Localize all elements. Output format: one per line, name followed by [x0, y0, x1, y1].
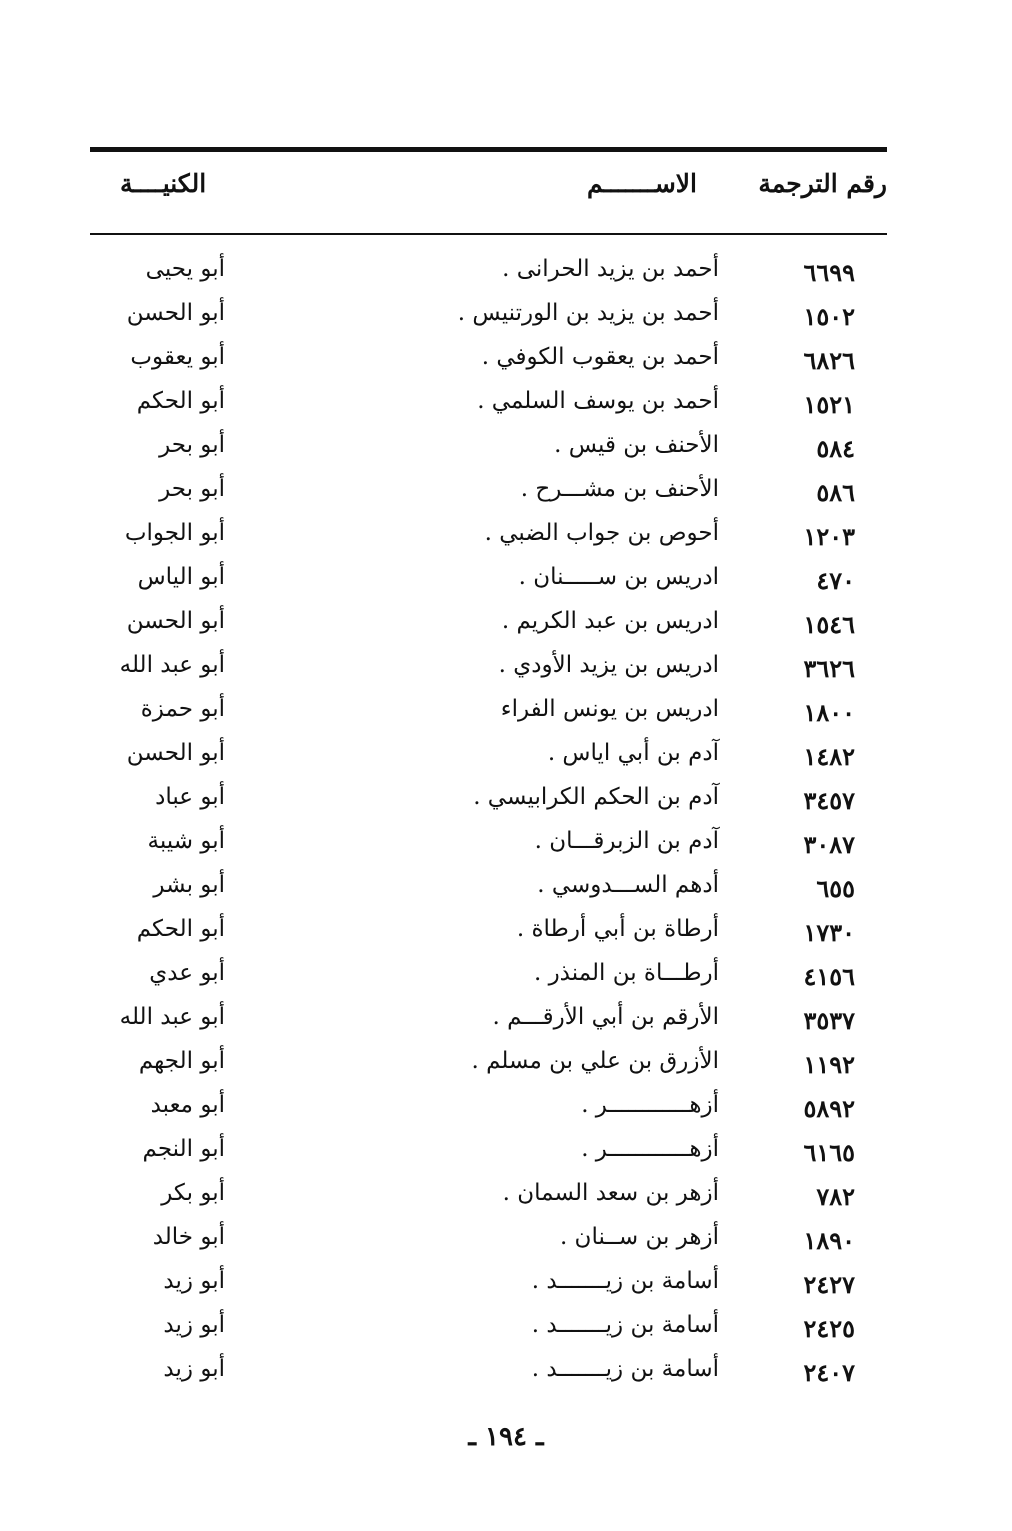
table-row: [90, 648, 887, 692]
table-row: [90, 868, 887, 912]
entry-name: الأرقم بن أبي الأرقـــم .: [492, 1004, 719, 1030]
table-row: [90, 1088, 887, 1132]
entry-number: ١١٩٢: [803, 1050, 855, 1079]
entry-number: ٧٨٢: [816, 1182, 855, 1211]
entry-number: ٣٠٨٧: [803, 830, 855, 859]
entry-kunya: أبو عبد الله: [119, 652, 225, 678]
entry-kunya: أبو الحكم: [136, 388, 225, 414]
entry-kunya: أبو الجواب: [124, 520, 225, 546]
table-row: [90, 1044, 887, 1088]
table-row: [90, 736, 887, 780]
entry-name: أحمد بن يوسف السلمي .: [477, 388, 719, 414]
table-row: [90, 956, 887, 1000]
entry-number: ١٧٣٠: [803, 918, 855, 947]
table-row: [90, 560, 887, 604]
entry-number: ١٥٠٢: [803, 302, 855, 331]
entry-kunya: أبو يعقوب: [130, 344, 225, 370]
entry-number: ١٢٠٣: [803, 522, 855, 551]
entry-name: الأحنف بن قيس .: [554, 432, 719, 458]
table-row: [90, 912, 887, 956]
entry-name: آدم بن الزبرقـــان .: [534, 828, 719, 854]
entry-kunya: أبو النجم: [142, 1136, 225, 1162]
entry-number: ٣٤٥٧: [803, 786, 855, 815]
table-row: [90, 692, 887, 736]
entry-name: أزهر بن ســنان .: [559, 1224, 719, 1250]
entry-kunya: أبو بكر: [161, 1180, 225, 1206]
entry-number: ٣٥٣٧: [803, 1006, 855, 1035]
table-row: [90, 604, 887, 648]
entry-name: أحمد بن يزيد بن الورتنيس .: [457, 300, 719, 326]
table-row: [90, 516, 887, 560]
entry-number: ١٤٨٢: [803, 742, 855, 771]
entry-name: آدم بن أبي اياس .: [547, 740, 719, 766]
entry-name: أحمد بن يزيد الحرانى .: [502, 256, 719, 282]
entry-name: ادريس بن يونس الفراء: [500, 696, 719, 722]
entry-name: أزهــــــــــــر .: [581, 1136, 719, 1162]
entry-kunya: أبو زيد: [163, 1268, 225, 1294]
entry-kunya: أبو الحسن: [126, 300, 225, 326]
entry-number: ١٨٠٠: [803, 698, 855, 727]
table-row: [90, 1132, 887, 1176]
table-row: [90, 472, 887, 516]
entry-name: أسامة بن زيـــــــد .: [531, 1268, 719, 1294]
entry-name: أسامة بن زيـــــــد .: [531, 1312, 719, 1338]
entry-kunya: أبو عباد: [155, 784, 225, 810]
entry-kunya: أبو الحكم: [136, 916, 225, 942]
entry-kunya: أبو الحسن: [126, 608, 225, 634]
entry-number: ٦٦٩٩: [803, 258, 855, 287]
entry-number: ٥٨٦: [816, 478, 855, 507]
entry-kunya: أبو حمزة: [140, 696, 225, 722]
entry-kunya: أبو زيد: [163, 1356, 225, 1382]
table-row: [90, 1000, 887, 1044]
header-name-label: الاســـــــم: [586, 169, 697, 198]
entry-kunya: أبو بحر: [159, 476, 225, 502]
entry-name: أرطاة بن أبي أرطاة .: [516, 916, 719, 942]
entry-name: أزهــــــــــــر .: [581, 1092, 719, 1118]
table-row: [90, 1352, 887, 1396]
entry-kunya: أبو الجهم: [138, 1048, 225, 1074]
entry-number: ١٥٢١: [803, 390, 855, 419]
table-row: [90, 824, 887, 868]
entry-number: ٤٧٠: [816, 566, 855, 595]
table-row: [90, 340, 887, 384]
entry-number: ٣٦٢٦: [803, 654, 855, 683]
entry-kunya: أبو عدي: [149, 960, 225, 986]
table-header: [90, 163, 887, 213]
entry-name: أسامة بن زيـــــــد .: [531, 1356, 719, 1382]
entry-number: ٦٥٥: [816, 874, 855, 903]
entry-number: ٥٨٩٢: [803, 1094, 855, 1123]
table-row: [90, 384, 887, 428]
table-row: [90, 1176, 887, 1220]
entry-kunya: أبو يحيى: [145, 256, 225, 282]
table-row: [90, 780, 887, 824]
table-row: [90, 1264, 887, 1308]
entry-name: أحوص بن جواب الضبي .: [484, 520, 719, 546]
entry-name: ادريس بن عبد الكريم .: [501, 608, 719, 634]
entry-kunya: أبو الحسن: [126, 740, 225, 766]
entry-number: ١٨٩٠: [803, 1226, 855, 1255]
entry-name: أزهر بن سعد السمان .: [502, 1180, 719, 1206]
table-header-rule: [90, 233, 887, 235]
entry-kunya: أبو شيبة: [147, 828, 225, 854]
entry-number: ٥٨٤: [816, 434, 855, 463]
entry-kunya: أبو بشر: [153, 872, 225, 898]
entry-name: آدم بن الحكم الكرابيسي .: [473, 784, 719, 810]
entry-kunya: أبو خالد: [152, 1224, 225, 1250]
entry-name: ادريس بن يزيد الأودي .: [498, 652, 719, 678]
header-kunya-label: الكنيــــة: [120, 169, 207, 198]
entry-number: ١٥٤٦: [803, 610, 855, 639]
entry-name: أحمد بن يعقوب الكوفي .: [481, 344, 719, 370]
entry-number: ٦٨٢٦: [803, 346, 855, 375]
entry-kunya: أبو زيد: [163, 1312, 225, 1338]
table-row: [90, 296, 887, 340]
table-row: [90, 428, 887, 472]
entry-name: أدهم الســـدوسي .: [537, 872, 719, 898]
entry-name: أرطـــاة بن المنذر .: [533, 960, 719, 986]
entry-kunya: أبو بحر: [159, 432, 225, 458]
header-number-label: رقم الترجمة: [758, 169, 887, 198]
table-row: [90, 1220, 887, 1264]
entry-kunya: أبو الياس: [137, 564, 225, 590]
entry-name: الأحنف بن مشـــرح .: [520, 476, 719, 502]
entry-number: ٢٤٢٥: [803, 1314, 855, 1343]
table-row: [90, 252, 887, 296]
entry-number: ٤١٥٦: [803, 962, 855, 991]
entry-name: ادريس بن ســـــنان .: [518, 564, 719, 590]
entry-number: ٦١٦٥: [803, 1138, 855, 1167]
entry-kunya: أبو معبد: [150, 1092, 225, 1118]
table-row: [90, 1308, 887, 1352]
page-number: ـ ١٩٤ ـ: [468, 1422, 544, 1452]
entry-name: الأزرق بن علي بن مسلم .: [471, 1048, 719, 1074]
table-body: [90, 252, 887, 1396]
table-top-rule: [90, 147, 887, 152]
entry-kunya: أبو عبد الله: [119, 1004, 225, 1030]
entry-number: ٢٤٢٧: [803, 1270, 855, 1299]
entry-number: ٢٤٠٧: [803, 1358, 855, 1387]
